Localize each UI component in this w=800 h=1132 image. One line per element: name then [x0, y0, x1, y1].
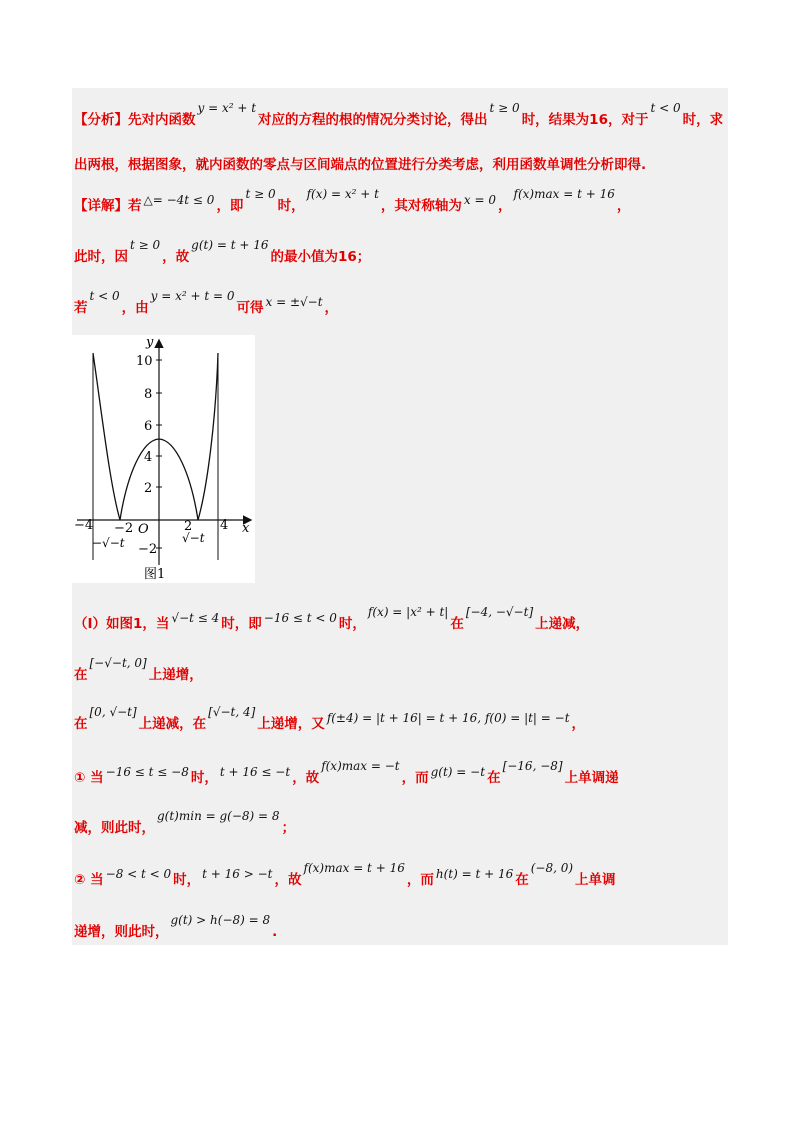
math-inner-function: y = x² + t — [197, 101, 257, 115]
x-tick-minus-4: −4 — [74, 518, 94, 533]
figure-caption: 图1 — [144, 567, 166, 582]
detail-line-1: 【详解】若 △= −4t ≤ 0 ，即t ≥ 0时，f(x) = x² + t，其对称轴为 x = 0 ，f(x)max = t + 16， — [74, 187, 631, 214]
y-tick-10: 10 — [136, 354, 153, 369]
analysis-line-1: 【分析】先对内函数y = x² + t对应的方程的根的情况分类讨论，得出t ≥ 0时，结果为16，对于t < 0时，求 — [74, 101, 724, 128]
case-1-line-2: 在[−√−t, 0]上递增， — [74, 656, 203, 683]
y-tick-2: 2 — [144, 481, 153, 496]
function-graph — [72, 335, 255, 583]
figure-1 — [72, 335, 255, 583]
x-tick-4: 4 — [220, 518, 229, 533]
subcase-2-line-1: ② 当 −8 < t < 0 时， t + 16 > −t ，故f(x)max = t + 16，而 h(t) = t + 16 在(−8, 0)上单调 — [74, 861, 616, 888]
y-tick-6: 6 — [144, 419, 153, 434]
y-axis-label: y — [146, 335, 154, 350]
subcase-1-line-2: 减，则此时，g(t)min = g(−8) = 8； — [74, 809, 296, 836]
x-tick-2: 2 — [184, 519, 193, 534]
subcase-1-line-1: ① 当 −16 ≤ t ≤ −8 时， t + 16 ≤ −t ，故f(x)max = −t，而 g(t) = −t 在[−16, −8]上单调递 — [74, 759, 619, 786]
x-axis-label: x — [242, 521, 250, 536]
x-tick-minus-2: −2 — [114, 521, 134, 536]
y-tick-8: 8 — [144, 387, 153, 402]
y-tick-4: 4 — [144, 450, 153, 465]
y-tick-minus-2: −2 — [138, 542, 158, 557]
root-left-label: −√−t — [92, 536, 125, 550]
detail-line-3: 若t < 0，由y = x² + t = 0可得 x = ±√−t ， — [74, 289, 339, 316]
analysis-line-2: 出两根，根据图象，就内函数的零点与区间端点的位置进行分类考虑，利用函数单调性分析即得. — [74, 157, 647, 173]
subcase-2-line-2: 递增，则此时，g(t) > h(−8) = 8. — [74, 913, 278, 940]
case-1-line-3: 在[0, √−t]上递减，在[√−t, 4]上递增，又 f(±4) = |t + 16| = t + 16, f(0) = |t| = −t ， — [74, 705, 586, 732]
abs-parabola-curve — [93, 353, 218, 520]
origin-label: O — [138, 522, 149, 537]
root-right-label: √−t — [182, 531, 205, 545]
detail-line-2: 此时，因t ≥ 0，故g(t) = t + 16的最小值为16； — [74, 238, 371, 265]
case-1-line-1: （Ⅰ）如图1，当 √−t ≤ 4 时，即 −16 ≤ t < 0 时，f(x) = |x² + t|在[−4, −√−t]上递减， — [74, 605, 590, 632]
